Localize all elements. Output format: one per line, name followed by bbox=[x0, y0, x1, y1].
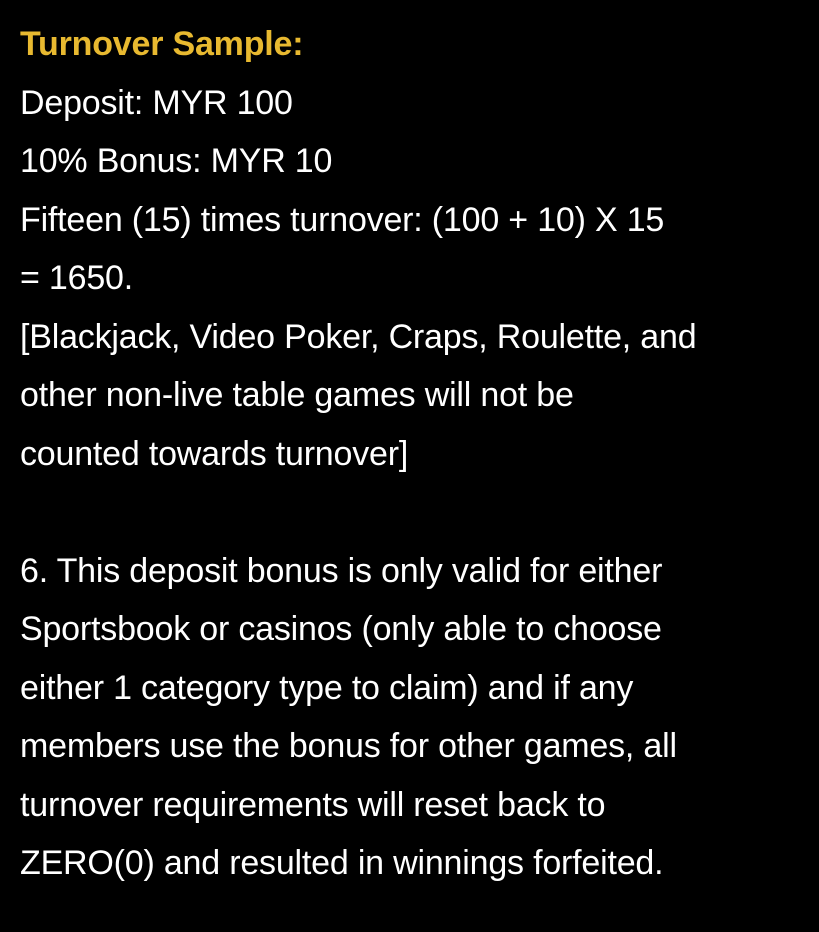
clause-6-line-3: either 1 category type to claim) and if any bbox=[20, 668, 634, 707]
excluded-games-line-2: other non-live table games will not be bbox=[20, 376, 574, 414]
clause-6-line-2: Sportsbook or casinos (only able to choose bbox=[20, 610, 662, 648]
excluded-games-line-3: counted towards turnover] bbox=[20, 434, 409, 473]
turnover-result-line: = 1650. bbox=[20, 259, 133, 297]
turnover-sample-heading: Turnover Sample: bbox=[20, 25, 304, 63]
clause-6-line-5: turnover requirements will reset back to bbox=[20, 785, 606, 824]
bonus-line: 10% Bonus: MYR 10 bbox=[20, 142, 333, 180]
clause-6-line-1: 6. This deposit bonus is only valid for either bbox=[20, 551, 663, 590]
blank-separator-line bbox=[20, 483, 815, 542]
clause-6-line-4: members use the bonus for other games, all bbox=[20, 727, 677, 765]
excluded-games-line-1: [Blackjack, Video Poker, Craps, Roulette, and bbox=[20, 317, 697, 356]
turnover-formula-line: Fifteen (15) times turnover: (100 + 10) X 15 bbox=[20, 200, 665, 239]
clause-6-line-6: ZERO(0) and resulted in winnings forfeited. bbox=[20, 844, 664, 882]
deposit-line: Deposit: MYR 100 bbox=[20, 83, 293, 122]
